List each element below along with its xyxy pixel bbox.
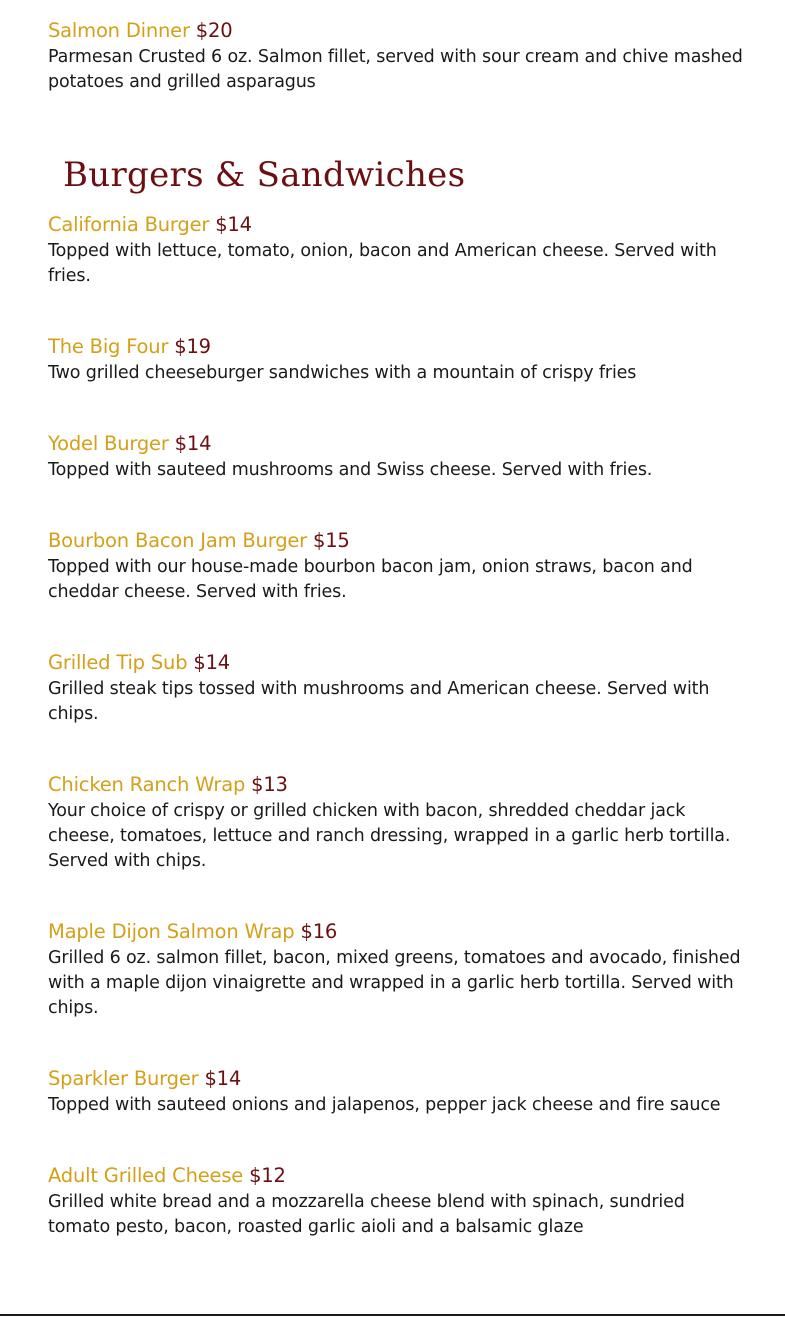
- menu-item-header: [48, 335, 748, 359]
- menu-item-name: Salmon Dinner: [48, 19, 190, 42]
- menu-item-header: [48, 920, 748, 944]
- menu-item-price: $13: [251, 773, 288, 796]
- menu-item-name: Maple Dijon Salmon Wrap: [48, 920, 295, 943]
- menu-item-price: $20: [195, 19, 233, 42]
- menu-item-yodel-burger: [48, 432, 748, 483]
- menu-item-name: Chicken Ranch Wrap: [48, 773, 246, 796]
- menu-item-bourbon-bacon-jam-burger: [48, 529, 748, 605]
- menu-item-price: $12: [249, 1164, 286, 1187]
- bottom-divider: [0, 1314, 785, 1316]
- menu-item-chicken-ranch-wrap: [48, 773, 748, 874]
- menu-item-price: $16: [300, 920, 338, 943]
- menu-item-name: Yodel Burger: [48, 432, 169, 455]
- menu-item-price: $14: [215, 213, 252, 236]
- menu-item-name: Bourbon Bacon Jam Burger: [48, 529, 307, 552]
- menu-item-price: $14: [204, 1067, 242, 1090]
- menu-item-header: [48, 651, 748, 675]
- menu-item-grilled-tip-sub: [48, 651, 748, 727]
- menu-item-price: $15: [312, 529, 350, 552]
- menu-item-adult-grilled-cheese: [48, 1164, 748, 1240]
- menu-item-description: Your choice of crispy or grilled chicken with bacon, shredded cheddar jack cheese, tomatoes, lettuce and ranch dressing, wrapped in a garlic herb tortilla. Served with chips.: [48, 801, 731, 871]
- menu-item-maple-dijon-salmon-wrap: [48, 920, 748, 1021]
- menu-item-price: $14: [174, 432, 212, 455]
- menu-item-description: Topped with sauteed onions and jalapenos, pepper jack cheese and fire sauce: [48, 1095, 721, 1115]
- menu-item-california-burger: [48, 213, 748, 289]
- menu-item-header: [48, 19, 748, 43]
- menu-item-description: Two grilled cheeseburger sandwiches with a mountain of crispy fries: [48, 363, 637, 383]
- menu-item-description: Topped with sauteed mushrooms and Swiss cheese. Served with fries.: [48, 460, 653, 480]
- menu-item-header: [48, 1067, 748, 1091]
- menu-item-sparkler-burger: [48, 1067, 748, 1118]
- menu-item-description: Parmesan Crusted 6 oz. Salmon fillet, served with sour cream and chive mashed potatoes and grilled asparagus: [48, 47, 743, 92]
- menu-item-header: [48, 1164, 748, 1188]
- menu-item-description: Topped with our house-made bourbon bacon jam, onion straws, bacon and cheddar cheese. Served with fries.: [48, 557, 693, 602]
- menu-item-description: Grilled 6 oz. salmon fillet, bacon, mixed greens, tomatoes and avocado, finished with a maple dijon vinaigrette and wrapped in a garlic herb tortilla. Served with chips.: [48, 948, 741, 1018]
- menu-item-price: $14: [193, 651, 230, 674]
- menu-item-header: [48, 773, 748, 797]
- menu-item-header: [48, 529, 748, 553]
- menu-item-salmon-dinner: [48, 19, 748, 95]
- menu-item-name: The Big Four: [48, 335, 169, 358]
- menu-item-description: Grilled white bread and a mozzarella cheese blend with spinach, sundried tomato pesto, bacon, roasted garlic aioli and a balsamic glaze: [48, 1192, 685, 1237]
- menu-item-header: [48, 432, 748, 456]
- menu-item-name: Grilled Tip Sub: [48, 651, 188, 674]
- menu-item-price: $19: [174, 335, 211, 358]
- menu-item-name: Adult Grilled Cheese: [48, 1164, 244, 1187]
- menu-item-description: Topped with lettuce, tomato, onion, bacon and American cheese. Served with fries.: [48, 241, 717, 286]
- section-title: Burgers & Sandwiches: [63, 155, 466, 195]
- menu-item-name: California Burger: [48, 213, 210, 236]
- menu-item-name: Sparkler Burger: [48, 1067, 199, 1090]
- menu-item-the-big-four: [48, 335, 748, 386]
- menu-item-header: [48, 213, 748, 237]
- menu-item-description: Grilled steak tips tossed with mushrooms and American cheese. Served with chips.: [48, 679, 710, 724]
